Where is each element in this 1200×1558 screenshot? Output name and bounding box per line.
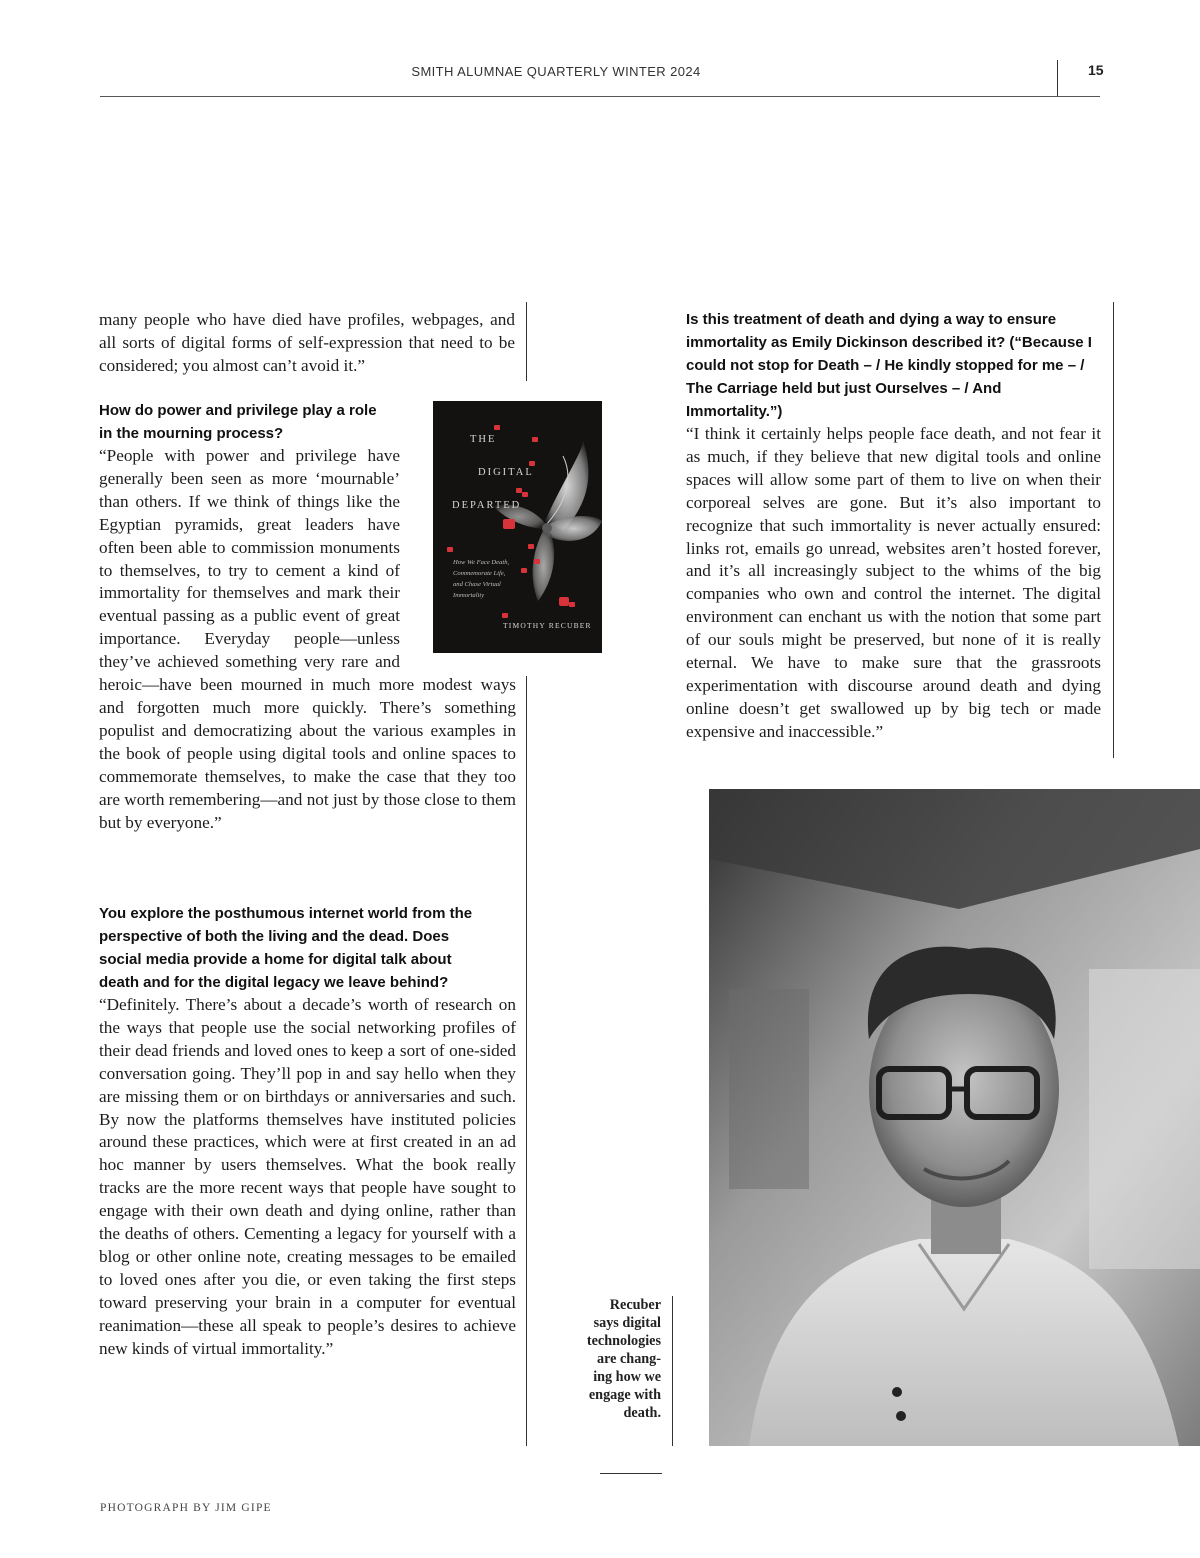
book-cover-image <box>433 401 602 653</box>
portrait-illustration <box>709 789 1200 1446</box>
caption-line: engage with <box>588 1387 661 1403</box>
caption-line: technologies <box>586 1333 661 1349</box>
cover-title-line-3: DEPARTED <box>452 500 522 511</box>
column-rule-left-top <box>526 302 527 381</box>
caption-rule <box>672 1296 673 1446</box>
answer-power-privilege: “People with power and privilege have generally been seen as more ‘mournable’ than others. If we think of things like the Egyptian pyramids, great leaders have often been able to commission monuments to themselves, to try to cement a kind of immortality for themselves and mark their eventual passing as a public event of great importance. Everyday people—unless they’ve achieved something very rare and heroic—have been mourned in much more modest ways and forgotten much more quickly. There’s something populist and democratizing about the various examples in the book of people using digital tools and online spaces to commemorate themselves, to make the case that they too are worth remembering—and not just by those close to them but by everyone.” <box>99 446 516 832</box>
caption-line: says digital <box>593 1315 661 1331</box>
column-rule-right <box>1113 302 1114 758</box>
cover-title-line-1: THE <box>470 434 497 445</box>
question-power-privilege: How do power and privilege play a role in the mourning process? <box>99 402 377 442</box>
photo-caption <box>548 1296 661 1422</box>
cover-subtitle-line: Commemorate Life, <box>453 570 506 577</box>
question-dickinson: Is this treatment of death and dying a way to ensure immortality as Emily Dickinson described it? (“Because I could not stop for Death – / He kindly stopped for me – / The Carriage held but just Ourselves – / And Immortality.”) <box>686 311 1092 420</box>
cover-title-line-2: DIGITAL <box>478 467 534 478</box>
page-number: 15 <box>1088 62 1104 78</box>
photo-credit: PHOTOGRAPH BY JIM GIPE <box>100 1502 272 1514</box>
caption-line: ing how we <box>593 1369 661 1385</box>
intro-paragraph: many people who have died have profiles, webpages, and all sorts of digital forms of self-expression that need to be considered; you almost can’t avoid it.” <box>99 310 515 375</box>
caption-line: death. <box>623 1405 661 1421</box>
cover-subtitle-line: How We Face Death, <box>453 559 510 566</box>
cover-author: TIMOTHY RECUBER <box>503 621 592 630</box>
cover-subtitle-line: Immortality <box>453 592 485 599</box>
answer-social-media: “Definitely. There’s about a decade’s worth of research on the ways that people use the social networking profiles of their dead friends and loved ones to keep a sort of one-sided conversation going. They’ll pop in and say hello when they are missing them or on birthdays or anniversaries and such. By now the platforms themselves have instituted policies around these practices, which were at first created in an ad hoc manner by users themselves. What the book really tracks are the more recent ways that people have sought to engage with their own death and dying online, rather than the deaths of others. Cementing a legacy for yourself with a blog or other online note, creating messages to be emailed to loved ones after you die, or even taking the first steps toward preserving your brain in a computer for eventual reanimation—these all speak to people’s desires to achieve new kinds of virtual immortality.” <box>99 995 516 1358</box>
article-right-flow <box>686 308 1101 744</box>
caption-underline <box>600 1473 662 1474</box>
caption-line: Recuber <box>609 1297 661 1313</box>
caption-line: are chang- <box>597 1351 661 1367</box>
header-divider <box>1057 60 1058 96</box>
article-left-flow-2 <box>99 902 516 1361</box>
question-social-media: You explore the posthumous internet world from the perspective of both the living and the dead. Does social media provide a home for digital talk about death and for the digital legacy we leave behind? <box>99 905 473 991</box>
cover-subtitle-line: and Chase Virtual <box>453 581 501 588</box>
column-rule-left-bottom <box>526 676 527 1446</box>
answer-dickinson: “I think it certainly helps people face death, and not fear it as much, if they believe that new digital tools and online spaces will allow some part of them to live on when their corporeal selves are gone. But it’s also important to recognize that such immortality is never actually ensured: links rot, emails go unread, websites aren’t hosted forever, and it’s all increasingly subject to the whims of the big companies who own and control the internet. The digital environment can enchant us with the notion that some part of our souls might be preserved, but none of it is really eternal. We have to make sure that the grassroots experimentation with discourse around death and dying online doesn’t get swallowed up by big tech or made expensive and inaccessible.” <box>686 424 1101 741</box>
cover-subtitle <box>453 557 563 601</box>
portrait-photo <box>709 789 1200 1446</box>
running-title: SMITH ALUMNAE QUARTERLY WINTER 2024 <box>411 64 701 79</box>
